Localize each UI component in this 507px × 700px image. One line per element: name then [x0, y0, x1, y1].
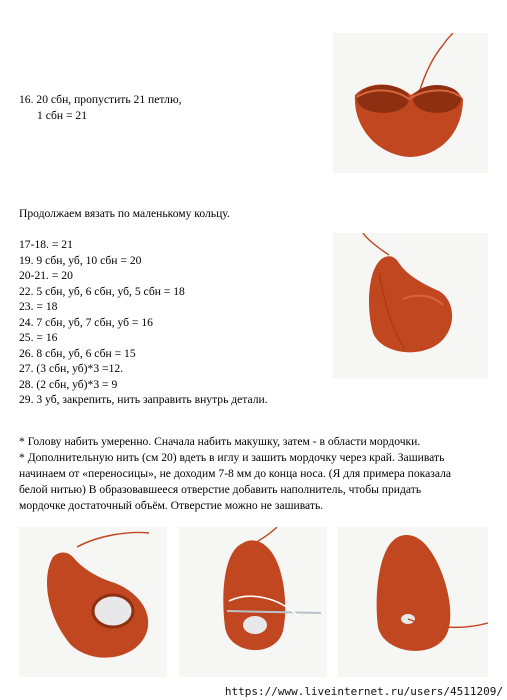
row-25: 25. = 16 [19, 331, 58, 344]
stuffed-head-side-illustration [19, 527, 167, 677]
row-24: 24. 7 сбн, уб, 7 сбн, уб = 16 [19, 315, 153, 329]
row-28: 28. (2 сбн, уб)*3 = 9 [19, 377, 118, 391]
photo-head-piece [333, 233, 488, 378]
continue-note: Продолжаем вязать по маленькому кольцу. [19, 207, 230, 220]
row-20-21: 20-21. = 20 [19, 269, 73, 282]
photo-two-cup-piece [333, 33, 488, 173]
photo-stuffed-head-side [19, 527, 167, 677]
footer-url[interactable]: https://www.liveinternet.ru/users/4511209/ [224, 685, 503, 698]
crochet-head-illustration [333, 233, 488, 378]
row-19: 19. 9 сбн, уб, 10 сбн = 20 [19, 253, 142, 267]
note-line-1: * Голову набить умеренно. Сначала набить макушку, затем - в области мордочки. [19, 435, 421, 448]
crochet-piece-illustration [333, 33, 488, 173]
stitching-muzzle-illustration [179, 527, 327, 677]
row-27: 27. (3 сбн, уб)*3 =12. [19, 362, 124, 375]
finished-head-illustration [338, 527, 488, 677]
row-17-18: 17-18. = 21 [19, 238, 73, 251]
note-line-5: мордочке достаточный объём. Отверстие можно не зашивать. [19, 499, 324, 512]
rows-list [19, 237, 268, 408]
note-line-3: начинаем от «переносицы», не доходим 7-8 мм до конца носа. (Я для примера показала [19, 467, 452, 480]
note-line-4: белой нитью) В образовавшееся отверстие добавить наполнитель, чтобы придать [19, 483, 422, 496]
note-line-2: * Дополнительную нить (см 20) вдеть в иглу и зашить мордочку через край. Зашивать [19, 451, 445, 464]
row-26: 26. 8 сбн, уб, 6 сбн = 15 [19, 346, 136, 360]
photo-stitching-muzzle [179, 527, 327, 677]
row-29: 29. 3 уб, закрепить, нить заправить внутрь детали. [19, 393, 268, 406]
photo-finished-head [338, 527, 488, 677]
row-23: 23. = 18 [19, 300, 58, 313]
step-16-line-1: 16. 20 сбн, пропустить 21 петлю, [19, 93, 182, 106]
step-16-line-2: 1 сбн = 21 [37, 109, 88, 122]
row-22: 22. 5 сбн, уб, 6 сбн, уб, 5 сбн = 18 [19, 284, 185, 298]
